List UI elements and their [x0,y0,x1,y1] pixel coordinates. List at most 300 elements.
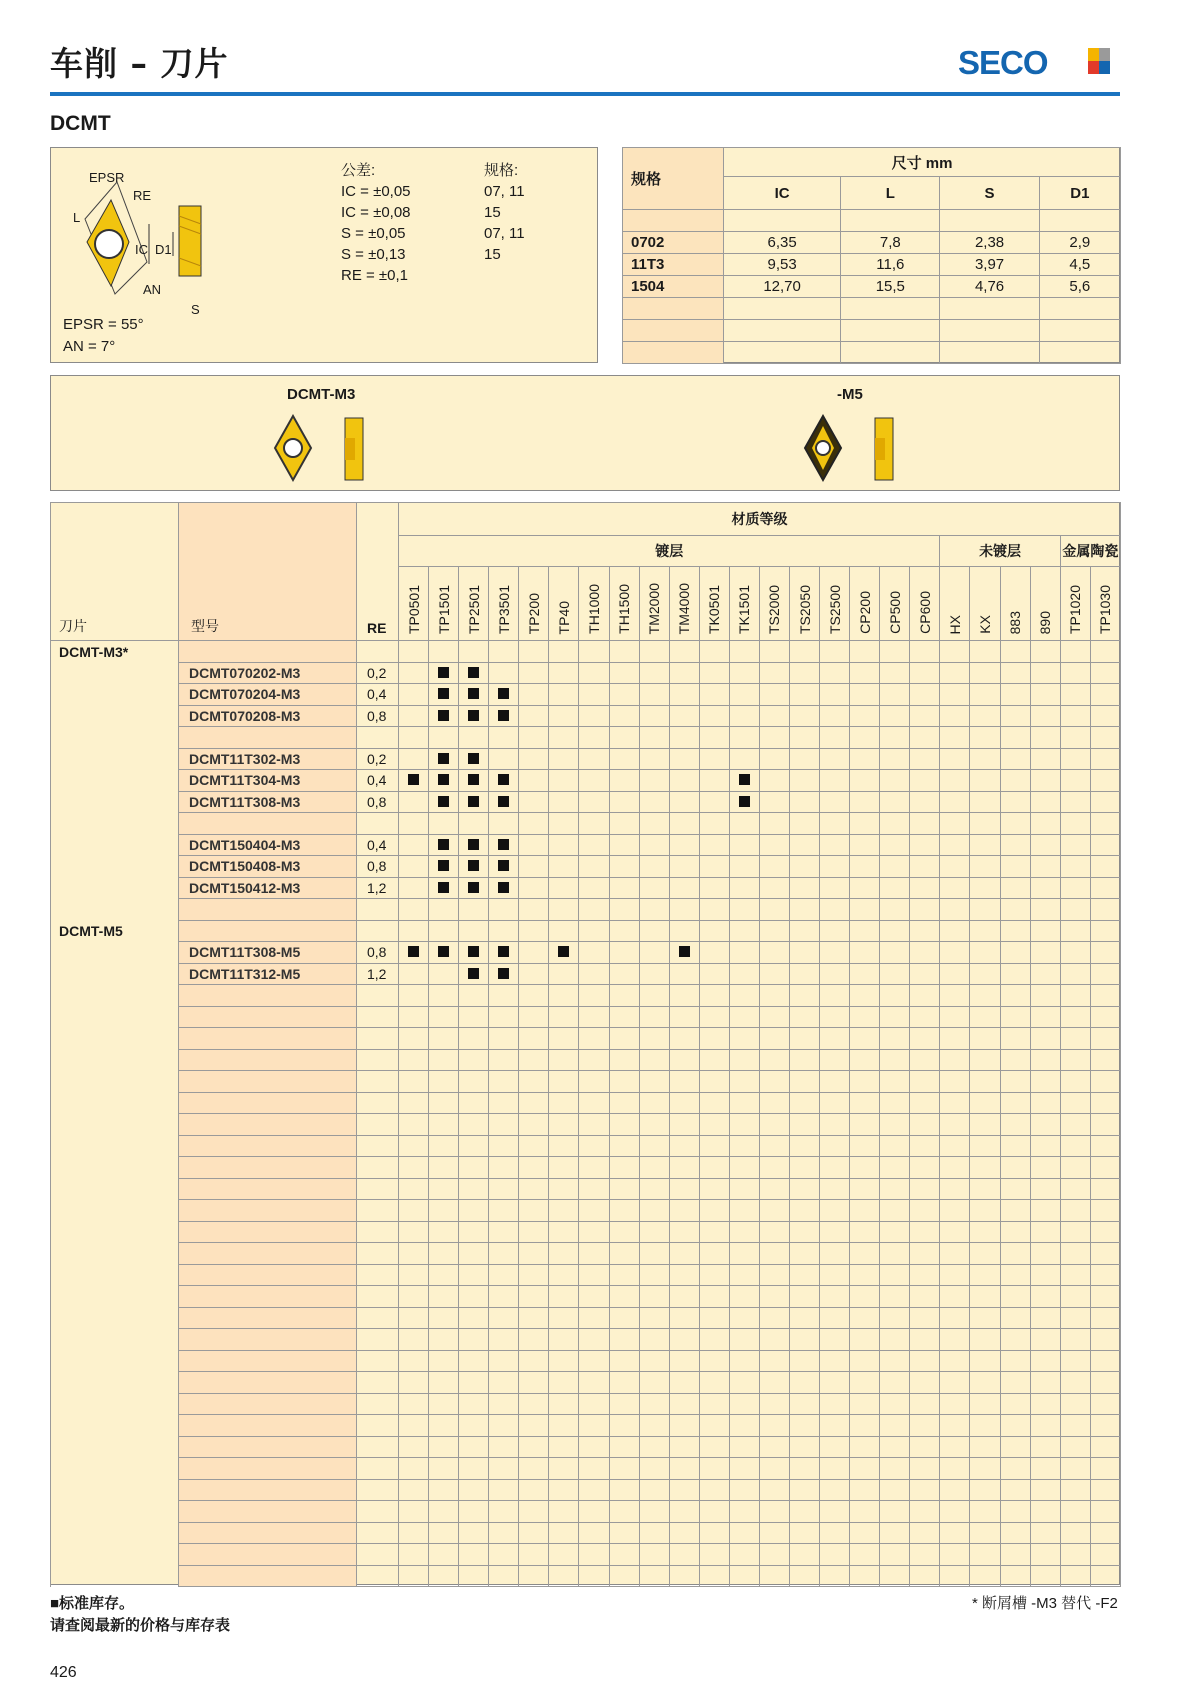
grade-cell [790,1393,820,1415]
insert-code [179,1092,357,1114]
grade-cell [1090,1221,1120,1243]
grade-cell [459,641,489,663]
grade-cell [880,963,910,985]
dim-value: 5,6 [1039,276,1120,298]
grade-cell [820,748,850,770]
grade-cell [940,1458,970,1480]
grade-cell [399,1436,429,1458]
insert-code [179,1458,357,1480]
grade-cell [429,748,459,770]
grade-cell [459,1092,489,1114]
grade-cell [399,963,429,985]
grade-cell [820,1049,850,1071]
grade-cell [699,1028,729,1050]
grade-cell [970,1071,1000,1093]
insert-group [51,1200,179,1222]
grade-cell [399,1501,429,1523]
grade-cell [459,1135,489,1157]
grade-cell [1090,1458,1120,1480]
grade-cell [399,1071,429,1093]
insert-code: DCMT150408-M3 [179,856,357,878]
grade-cell [759,1028,789,1050]
stock-mark-icon [468,796,479,807]
grade-cell [759,1415,789,1437]
grade-cell [519,748,549,770]
grade-cell [729,1178,759,1200]
insert-code [179,1221,357,1243]
grade-cell [399,1264,429,1286]
grade-cell [729,1307,759,1329]
grade-cell [429,1544,459,1566]
grade-cell [1030,899,1060,921]
dim-value: 4,76 [940,276,1039,298]
stock-mark-icon [558,946,569,957]
grade-cell [759,1178,789,1200]
grade-cell [970,1329,1000,1351]
grade-cell [880,834,910,856]
grade-cell [489,748,519,770]
grade-cell [699,963,729,985]
grade-cell [1090,1544,1120,1566]
grade-cell [1090,963,1120,985]
grade-cell [519,1114,549,1136]
grade-cell [1000,1135,1030,1157]
grade-cell [880,1028,910,1050]
grade-cell [489,1544,519,1566]
dim-spec: 11T3 [623,254,724,276]
grade-cell [1090,1501,1120,1523]
grade-cell [759,1221,789,1243]
dim-spec: 1504 [623,276,724,298]
grade-cell [1030,1286,1060,1308]
grade-cell [1060,1458,1090,1480]
grade-cell [699,1501,729,1523]
grade-cell [1030,1264,1060,1286]
grade-cell [549,1049,579,1071]
grade-cell [910,813,940,835]
grade-cell [970,1243,1000,1265]
grade-cell [850,1436,880,1458]
grade-cell [1000,1221,1030,1243]
grade-cell [790,1049,820,1071]
grade-cell [1060,1092,1090,1114]
grade-cell [1000,942,1030,964]
grade-cell [820,813,850,835]
grade-cell [970,1436,1000,1458]
grade-cell [669,942,699,964]
grade-cell [429,1393,459,1415]
grade-cell [820,834,850,856]
insert-group [51,1221,179,1243]
grade-cell [1000,770,1030,792]
stock-mark-icon [438,667,449,678]
grade-cell [790,942,820,964]
insert-group [51,1522,179,1544]
insert-group [51,1135,179,1157]
grade-cell [549,1415,579,1437]
grade-cell [399,834,429,856]
grade-cell [850,727,880,749]
grade-cell [880,1243,910,1265]
insert-re: 0,8 [357,791,399,813]
insert-re [357,985,399,1007]
grade-cell [729,705,759,727]
grade-cell [579,1028,609,1050]
dim-value: 3,97 [940,254,1039,276]
grade-cell [820,1006,850,1028]
grade-cell [489,684,519,706]
grade-cell [820,1264,850,1286]
grade-name: TH1000 [586,584,602,634]
grade-cell [970,1479,1000,1501]
insert-group [51,1436,179,1458]
grade-col-header [429,567,459,641]
grade-cell [429,1243,459,1265]
insert-code [179,1501,357,1523]
grade-cell [850,1393,880,1415]
grade-cell [489,1522,519,1544]
grade-name: CP600 [916,591,933,634]
grade-cell [579,1501,609,1523]
grade-name: TP200 [525,592,542,634]
grade-cell [1090,985,1120,1007]
grade-cell [940,1135,970,1157]
grade-cell [459,705,489,727]
grade-cell [399,1544,429,1566]
grade-cell [880,1049,910,1071]
table-row [51,1329,1121,1351]
insert-group [51,856,179,878]
grade-col-header [1060,567,1090,641]
grade-cell [519,1157,549,1179]
grade-cell [1030,727,1060,749]
grade-cell [1090,770,1120,792]
grade-cell [429,813,459,835]
grade-cell [399,1178,429,1200]
grade-cell [729,963,759,985]
table-row [51,1544,1121,1566]
grade-cell [519,1200,549,1222]
grade-cell [429,1307,459,1329]
grade-cell [850,1006,880,1028]
grade-cell [759,985,789,1007]
grade-col-header [1030,567,1060,641]
grade-cell [790,963,820,985]
grade-cell [429,1286,459,1308]
grade-cell [1030,1243,1060,1265]
insert-header [51,503,179,641]
grade-cell [549,1307,579,1329]
grade-cell [669,1157,699,1179]
grade-cell [669,1092,699,1114]
grade-cell [1060,1393,1090,1415]
grade-cell [519,1092,549,1114]
grade-cell [910,662,940,684]
stock-mark-icon [468,882,479,893]
grade-cell [549,1157,579,1179]
stock-mark-icon [468,968,479,979]
grade-cell [1030,1135,1060,1157]
grade-cell [639,856,669,878]
grade-cell [699,985,729,1007]
insert-group [51,899,179,921]
grade-cell [639,641,669,663]
grade-name: TH1500 [616,584,633,634]
grade-cell [699,1544,729,1566]
grade-col-header [1000,567,1030,641]
label-ic: IC [135,242,148,257]
grade-cell [940,1436,970,1458]
grade-cell [1000,985,1030,1007]
grade-cell [910,770,940,792]
grade-cell [429,1114,459,1136]
stock-mark-icon [438,753,449,764]
re-header-label: RE [367,620,387,636]
grade-cell [639,662,669,684]
grade-cell [940,705,970,727]
m5-insert-icon [803,414,913,484]
insert-re [357,1221,399,1243]
grade-cell [459,1243,489,1265]
grade-cell [1000,1479,1030,1501]
grade-cell [940,942,970,964]
table-row [51,705,1121,727]
grade-cell [699,856,729,878]
insert-group [51,834,179,856]
grade-cell [1030,1200,1060,1222]
grade-cell [519,1286,549,1308]
grade-cell [1000,641,1030,663]
grade-cell [1090,1372,1120,1394]
grade-cell [850,705,880,727]
table-row [51,856,1121,878]
grade-cell [1030,748,1060,770]
grade-cell [609,748,639,770]
grade-cell [910,1200,940,1222]
grade-col-header [940,567,970,641]
grade-cell [639,1049,669,1071]
grade-cell [669,963,699,985]
grade-cell [1000,1092,1030,1114]
grade-cell [399,1049,429,1071]
grade-cell [459,1415,489,1437]
grade-cell [970,899,1000,921]
insert-group [51,1157,179,1179]
grade-cell [880,1286,910,1308]
tolerance-spec: 15 [484,204,501,221]
grade-cell [790,834,820,856]
insert-code: DCMT150404-M3 [179,834,357,856]
grade-cell [669,877,699,899]
table-row [51,985,1121,1007]
grade-cell [970,684,1000,706]
insert-code [179,1415,357,1437]
dim-value: 11,6 [841,254,940,276]
grade-cell [729,1006,759,1028]
grade-cell [970,727,1000,749]
grade-cell [549,920,579,942]
grade-cell [850,748,880,770]
grade-cell [549,705,579,727]
grade-cell [1030,1221,1060,1243]
grade-cell [669,1243,699,1265]
grade-cell [489,641,519,663]
grade-cell [549,1264,579,1286]
grade-cell [850,1350,880,1372]
grade-cell [1060,1436,1090,1458]
grade-cell [850,1286,880,1308]
grade-cell [1090,1350,1120,1372]
grade-cell [1060,1544,1090,1566]
grade-cell [910,1157,940,1179]
grade-cell [1060,1286,1090,1308]
grade-cell [759,1479,789,1501]
insert-group [51,705,179,727]
stock-mark-icon [498,774,509,785]
grade-cell [910,1028,940,1050]
grade-cell [1090,1092,1120,1114]
grade-cell [940,1243,970,1265]
dim-title: 尺寸 mm [724,148,1121,177]
table-row [51,834,1121,856]
grade-cell [790,856,820,878]
grade-name: TP1501 [435,584,452,634]
insert-re: 0,8 [357,705,399,727]
grade-cell [579,1243,609,1265]
stock-mark-icon [408,946,419,957]
grade-cell [940,877,970,899]
grade-cell [459,727,489,749]
grade-cell [729,1135,759,1157]
grade-cell [790,1114,820,1136]
grade-cell [399,1565,429,1587]
table-row [51,1135,1121,1157]
grade-cell [429,1135,459,1157]
grade-cell [1060,1501,1090,1523]
grade-cell [940,834,970,856]
grade-cell [850,1178,880,1200]
grade-cell [1000,748,1030,770]
insert-code [179,1071,357,1093]
grade-cell [759,1200,789,1222]
grade-name: TP1030 [1097,584,1114,634]
grade-cell [970,1221,1000,1243]
grade-cell [549,1092,579,1114]
stock-mark-icon [438,710,449,721]
grade-col-header [549,567,579,641]
grade-cell [459,791,489,813]
grade-cell [609,705,639,727]
grade-cell [519,684,549,706]
grade-cell [850,942,880,964]
grades-box [50,502,1120,1585]
grade-cell [970,1114,1000,1136]
grade-cell [489,1393,519,1415]
grade-cell [669,641,699,663]
grade-cell [759,1071,789,1093]
table-row [51,963,1121,985]
grade-cell [910,1264,940,1286]
grade-cell [1060,1221,1090,1243]
grade-cell [1090,1286,1120,1308]
grade-cell [549,1028,579,1050]
grade-cell [1090,1522,1120,1544]
grade-cell [850,920,880,942]
grade-cell [729,1049,759,1071]
grade-cell [399,727,429,749]
grade-cell [699,1393,729,1415]
grade-cell [549,942,579,964]
grade-cell [1030,705,1060,727]
tolerance-list [341,160,581,286]
grade-cell [519,662,549,684]
grade-cell [459,1350,489,1372]
grade-cell [1030,1436,1060,1458]
grade-cell [399,705,429,727]
grade-cell [459,899,489,921]
grade-cell [1000,1501,1030,1523]
grade-cell [639,1092,669,1114]
grade-cell [910,1479,940,1501]
grade-cell [850,662,880,684]
grade-cell [579,1565,609,1587]
insert-re [357,1501,399,1523]
grade-cell [519,899,549,921]
grade-cell [940,1200,970,1222]
grade-cell [850,1221,880,1243]
grade-cell [880,1307,910,1329]
grade-cell [699,1436,729,1458]
grade-cell [1090,748,1120,770]
grade-cell [1000,1436,1030,1458]
table-row [51,727,1121,749]
grade-cell [729,791,759,813]
grade-cell [790,1178,820,1200]
insert-re [357,1436,399,1458]
grade-cell [639,1372,669,1394]
grade-cell [1030,985,1060,1007]
grade-cell [519,920,549,942]
grade-cell [1000,1350,1030,1372]
grade-cell [1000,856,1030,878]
grade-cell [669,1329,699,1351]
grade-cell [699,1565,729,1587]
grade-cell [669,662,699,684]
grade-cell [940,1264,970,1286]
grade-name: TS2050 [796,584,813,634]
insert-code [179,1544,357,1566]
insert-re [357,1006,399,1028]
grade-cell [399,1135,429,1157]
grade-cell [910,748,940,770]
re-header [357,503,399,641]
grade-cell [940,1028,970,1050]
grade-cell [1090,1178,1120,1200]
label-l: L [73,210,81,225]
grade-cell [699,1243,729,1265]
grade-cell [609,1458,639,1480]
grade-cell [1000,1264,1030,1286]
grade-cell [910,985,940,1007]
table-row [51,748,1121,770]
grade-cell [579,662,609,684]
grade-cell [880,1178,910,1200]
insert-group [51,963,179,985]
grade-cell [669,1372,699,1394]
grade-cell [729,1157,759,1179]
grade-cell [519,770,549,792]
grade-cell [669,1350,699,1372]
